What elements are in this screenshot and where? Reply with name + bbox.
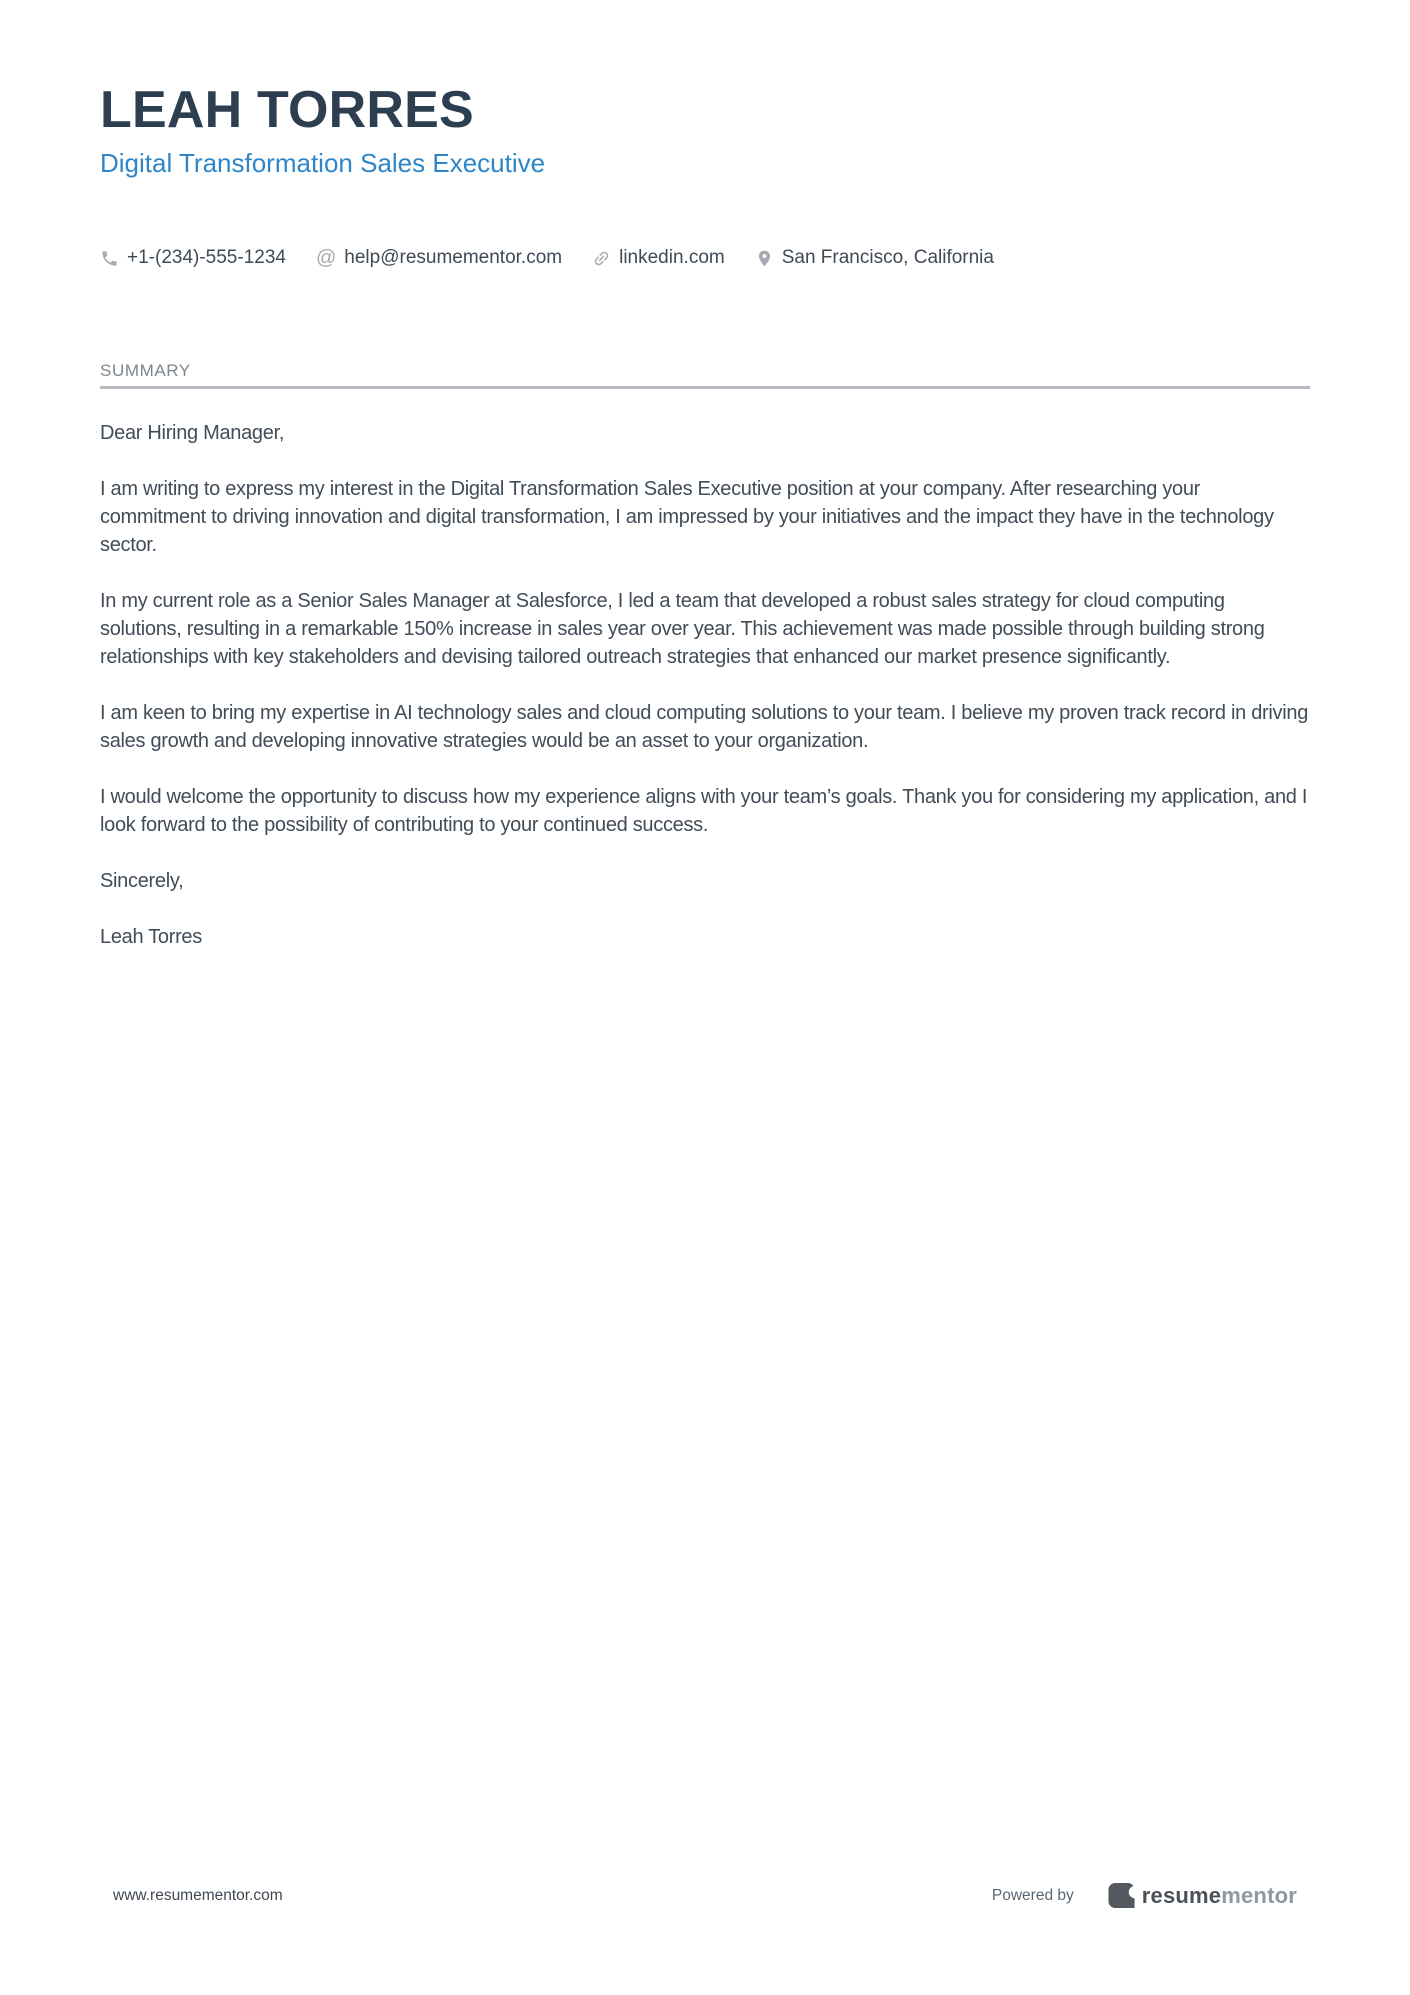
letter-paragraph: I am keen to bring my expertise in AI technology sales and cloud computing solutions to your team. I believe my proven track record in driving sales growth and developing innovative strategies would be an asset to your organization. [100, 702, 1309, 752]
logo-text-resume: resume [1141, 1882, 1222, 1908]
summary-section [100, 362, 1310, 389]
contact-row [100, 246, 1310, 270]
letter-paragraph: I would welcome the opportunity to discuss how my experience aligns with your team’s goals. Thank you for considering my application, and I look forward to the possibility of contributing to your continued success. [100, 786, 1308, 836]
powered-by-label: Powered by [991, 1886, 1074, 1904]
letter-paragraph: I am writing to express my interest in the Digital Transformation Sales Executive position at your company. After researching your commitment to driving innovation and digital transformation, I am impressed by your initiatives and the impact they have in the technology sector. [100, 478, 1274, 556]
letter-paragraph: In my current role as a Senior Sales Manager at Salesforce, I led a team that developed a robust sales strategy for cloud computing solutions, resulting in a remarkable 150% increase in sales year over year. This achievement was made possible through building strong relationships with key stakeholders and devising tailored outreach strategies that enhanced our market presence significantly. [100, 590, 1265, 668]
closing: Sincerely, [100, 870, 184, 892]
footer [113, 1882, 1297, 1909]
phone-number: +1-(234)-555-1234 [127, 247, 286, 268]
footer-website-link[interactable]: www.resumementor.com [113, 1886, 283, 1904]
logo-text-mentor: mentor [1221, 1882, 1297, 1908]
contact-phone[interactable] [100, 246, 286, 270]
section-divider [100, 386, 1310, 389]
email-address: help@resumementor.com [344, 247, 563, 268]
letter-body [100, 419, 1310, 951]
powered-by [992, 1882, 1297, 1909]
location-pin-icon [755, 249, 774, 268]
contact-linkedin[interactable] [592, 246, 725, 270]
contact-email[interactable] [316, 246, 562, 270]
candidate-name: LEAH TORRES [100, 81, 474, 139]
header [100, 0, 1310, 270]
section-label: SUMMARY [100, 361, 191, 380]
location-text: San Francisco, California [781, 247, 994, 268]
signature: Leah Torres [100, 926, 202, 948]
at-icon: @ [315, 246, 337, 269]
resumementor-logo[interactable] [1108, 1882, 1297, 1909]
job-title: Digital Transformation Sales Executive [100, 148, 546, 178]
linkedin-url: linkedin.com [619, 247, 725, 268]
salutation: Dear Hiring Manager, [100, 422, 285, 444]
logo-text [1142, 1883, 1297, 1909]
resumementor-logo-icon [1108, 1882, 1135, 1909]
phone-icon [100, 249, 119, 268]
contact-location [755, 246, 994, 270]
link-icon [588, 245, 615, 272]
